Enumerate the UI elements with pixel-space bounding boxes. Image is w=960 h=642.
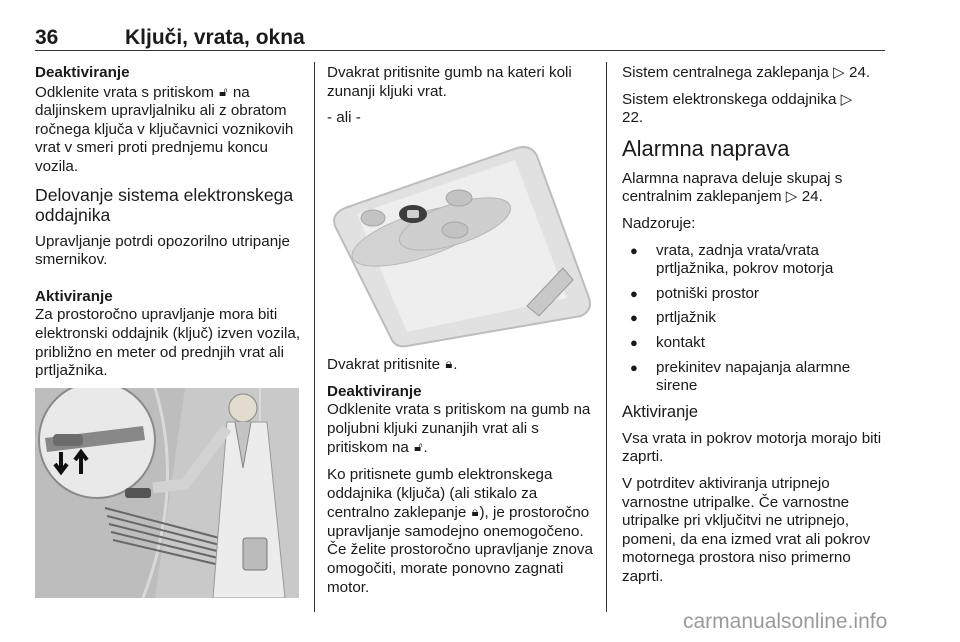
list-item: ● prtljažnik — [630, 309, 892, 328]
text-fragment: 24. — [849, 64, 871, 81]
monitored-list — [622, 242, 892, 396]
list-item: ● potniški prostor — [630, 285, 892, 304]
text-fragment: Alarmna naprava deluje skupaj s centralnim zaklepanjem — [622, 169, 843, 206]
list-item: ● vrata, zadnja vrata/vrata prtljažnika, pokrov motorja — [630, 242, 892, 279]
text-fragment: Odklenite vrata s pritiskom — [35, 83, 214, 101]
chapter-title: Ključi, vrata, okna — [125, 26, 305, 49]
heading-activation-3: Aktiviranje — [622, 402, 699, 421]
text-fragment: Dvakrat pritisnite — [327, 356, 441, 373]
text-fragment: Sistem centralnega zaklepanja — [622, 64, 829, 81]
list-item: ● kontakt — [630, 334, 892, 353]
heading-deactivation: Deaktiviranje — [35, 64, 130, 81]
text-fragment: Odklenite vrata s pritiskom na gumb na poljubni kljuki zunanjih vrat ali s pritiskom na — [327, 401, 591, 457]
reference-transmitter — [622, 91, 857, 128]
text-fragment: 24. — [801, 188, 823, 206]
heading-transmitter-system: Delovanje sistema elektronskega oddajnika — [35, 184, 294, 225]
handsfree-svg — [35, 388, 299, 598]
heading-alarm: Alarmna naprava — [622, 135, 790, 161]
paragraph-press-door-button: Dvakrat pritisnite gumb na kateri koli zunanji kljuki vrat. — [327, 64, 572, 100]
paragraph-deactivation — [35, 83, 301, 177]
paragraph-confirmation: Upravljanje potrdi opozorilno utripanje smernikov. — [35, 232, 290, 269]
unlock-icon: 🔓︎ — [219, 83, 228, 99]
column-2 — [327, 64, 593, 136]
handsfree-illustration — [35, 388, 299, 603]
paragraph-monitors: Nadzoruje: — [622, 214, 696, 232]
text-fragment: Sistem elektronskega oddajnika — [622, 90, 837, 108]
page-ref-arrow-icon: ▷ — [840, 90, 853, 108]
text-fragment: daljinskem upravljalniku ali z obratom ročnega ključa v ključavnici voznikovih vrat v smeri proti prednjemu koncu vozila. — [35, 102, 294, 175]
heading-deactivation-2: Deaktiviranje — [327, 382, 422, 400]
reference-central-locking — [622, 64, 892, 83]
heading-activation: Aktiviranje — [35, 287, 113, 305]
page-number: 36 — [35, 26, 59, 49]
list-item: ● prekinitev napajanja alarmne sirene — [630, 359, 892, 396]
watermark: carmanualsonline.info — [683, 610, 888, 633]
text-fragment: Ko pritisnete gumb elektronskega oddajnika (ključa) (ali stikalo za centralno zaklepanje — [327, 465, 553, 522]
key-card-svg — [327, 138, 593, 348]
paragraph-press-twice: Dvakrat pritisnite 🔒︎. — [327, 356, 458, 373]
column-3 — [622, 64, 892, 594]
unlock-icon: 🔓︎ — [414, 439, 423, 455]
page-ref-arrow-icon: ▷ — [785, 188, 798, 206]
column-divider-2 — [606, 62, 607, 612]
paragraph-activation-2: V potrditev aktiviranja utripnejo varnostne utripalke. Če varnostne utripalke pri vključitvi ne utripnejo, pomeni, da ena izmed vrat ali pokrov motornega prostora niso primerno zaprti. — [622, 474, 871, 585]
paragraph-activation: Za prostoročno upravljanje mora biti elektronski oddajnik (ključ) izven vozila, približno en meter od prednjih vrat ali prtljažnika. — [35, 306, 301, 380]
lock-icon: 🔒︎ — [471, 504, 479, 520]
lock-icon: 🔒︎ — [445, 356, 453, 371]
key-card-illustration — [327, 138, 593, 353]
column-divider-1 — [314, 62, 315, 612]
paragraph-alarm — [622, 170, 862, 207]
text-fragment: 22. — [622, 109, 644, 127]
text-fragment: na — [232, 83, 250, 101]
column-1 — [35, 64, 301, 389]
column-2-lower — [327, 355, 597, 605]
paragraph-deactivation-2: Odklenite vrata s pritiskom na gumb na poljubni kljuki zunanjih vrat ali s pritiskom na 🔓︎. — [327, 401, 591, 457]
paragraph-activation-1: Vsa vrata in pokrov motorja morajo biti zaprti. — [622, 429, 882, 466]
paragraph-button-pressing — [327, 466, 597, 597]
paragraph-or: - ali - — [327, 109, 361, 127]
page-ref-arrow-icon: ▷ — [833, 64, 845, 81]
text-fragment: ), je prostoročno upravljanje samodejno onemogočeno. Če želite prostoročno upravljanje znova omogočiti, morate ponovno zagnati motor. — [327, 504, 593, 596]
header-rule — [35, 50, 885, 51]
